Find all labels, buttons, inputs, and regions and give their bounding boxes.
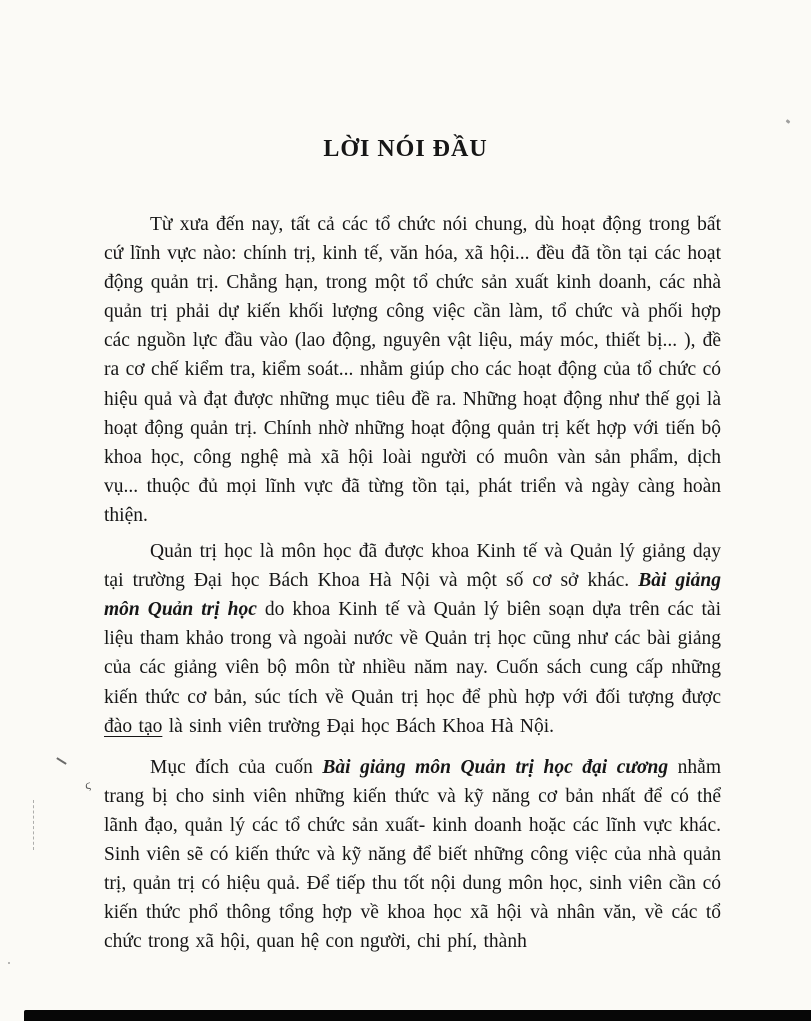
pen-squiggle-icon: ϛ — [83, 776, 92, 793]
book-title-emphasis: Bài giảng môn Quản trị học — [104, 570, 722, 621]
body-text: Từ xưa đến nay, tất cả các tổ chức nói chung, dù hoạt động trong bất cứ lĩnh vực nào: chính trị, kinh tế, văn hóa, xã hội... đều đã tồn tại các hoạt động quản trị. Chẳng hạn, trong một tổ chức sản xuất kinh doanh, các nhà quản trị phải dự kiến khối lượng công việc cần làm, tổ chức và phối hợp các nguồn lực đầu vào (lao động, nguyên vật liệu, máy móc, thiết bị... ), đề ra cơ chế kiểm tra, kiểm soát... nhằm giúp cho các hoạt động của tổ chức có hiệu quả và đạt được những mục tiêu đề ra. Những hoạt động như thế gọi là hoạt động quản trị. Chính nhờ những hoạt động quản trị kết hợp với tiến bộ khoa học, công nghệ mà xã hội loài người có muôn vàn sản phẩm, dịch vụ... thuộc đủ mọi lĩnh vực đã từng tồn tại, phát triển và ngày càng hoàn thiện. — [104, 214, 721, 526]
body-text: là sinh viên trường Đại học Bách Khoa Hà Nội. — [162, 715, 555, 737]
underlined-phrase: đào tạo — [104, 715, 163, 737]
scan-speck — [8, 962, 10, 964]
body-text: Mục đích của cuốn — [150, 756, 323, 778]
pen-mark-icon — [56, 757, 66, 765]
body-text: do khoa Kinh tế và Quản lý biên soạn dựa trên các tài liệu tham khảo trong và ngoài nước về Quản trị học cũng như các bài giảng của các giảng viên bộ môn từ nhiều năm nay. Cuốn sách cung cấp những kiến thức cơ bản, súc tích về Quản trị học để phù hợp với đối tượng được — [104, 599, 721, 708]
paragraph — [104, 210, 721, 530]
body-text: Quản trị học là môn học đã được khoa Kinh tế và Quản lý giảng dạy tại trường Đại học Bách Khoa Hà Nội và một số cơ sở khác. — [104, 541, 721, 592]
body-text: nhằm trang bị cho sinh viên những kiến thức và kỹ năng cơ bản nhất để có thể lãnh đạo, quản lý các tổ chức sản xuất- kinh doanh hoặc các lĩnh vực khác. Sinh viên sẽ có kiến thức và kỹ năng để biết những công việc của nhà quản trị, quản trị có hiệu quả. Để tiếp thu tốt nội dung môn học, sinh viên cần có kiến thức phổ thông tổng hợp về khoa học xã hội và nhân văn, về các tổ chức trong xã hội, quan hệ con người, chi phí, thành — [104, 756, 721, 953]
paragraph — [104, 753, 721, 957]
page-title: LỜI NÓI ĐẦU — [323, 136, 488, 162]
page-body — [104, 210, 721, 963]
paragraph — [104, 537, 721, 741]
margin-fold-line — [33, 800, 34, 850]
scan-edge-bar — [24, 1010, 811, 1021]
book-title-emphasis: Bài giảng môn Quản trị học đại cương — [322, 756, 669, 778]
